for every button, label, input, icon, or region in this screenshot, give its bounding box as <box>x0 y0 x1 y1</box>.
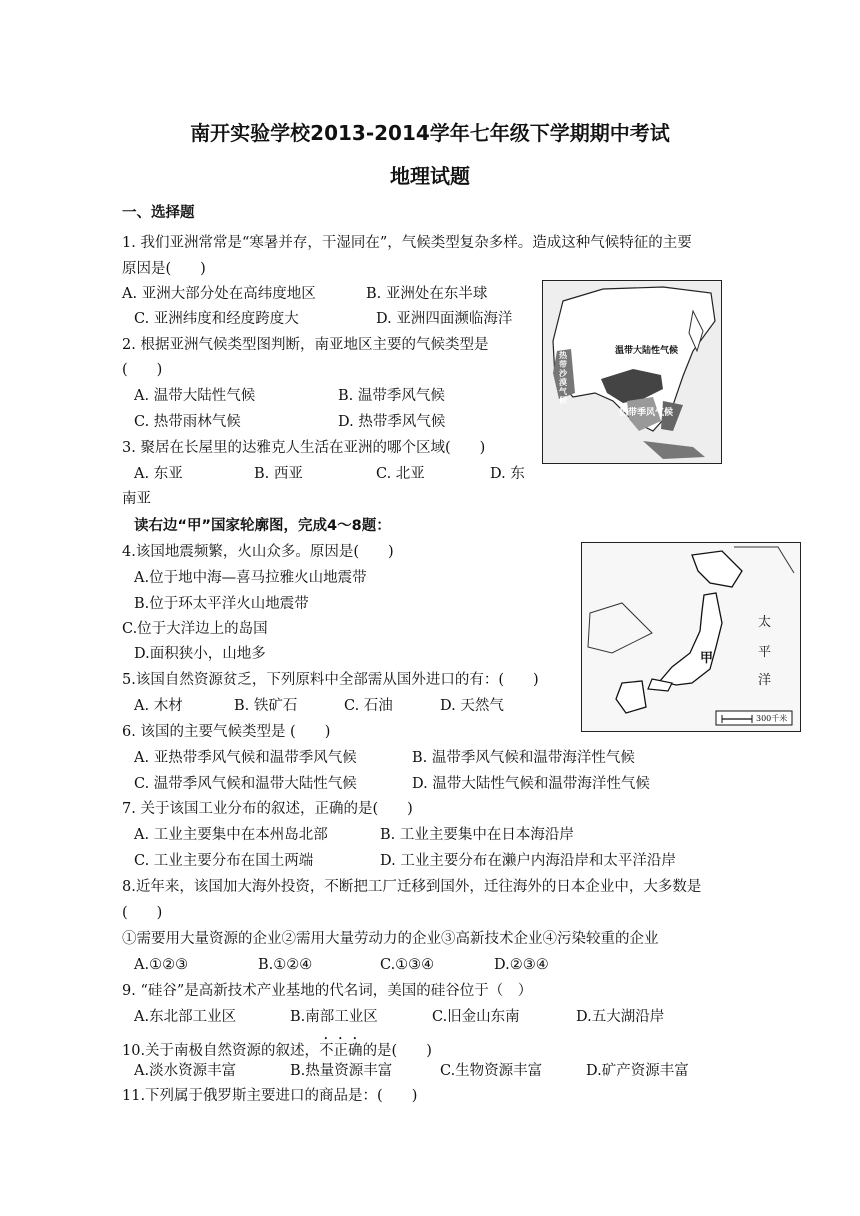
japan-map-ocean-1: 太 <box>758 615 772 630</box>
q7-option-d: D. 工业主要分布在濑户内海沿岸和太平洋沿岸 <box>380 853 676 869</box>
q1-option-d: D. 亚洲四面濒临海洋 <box>376 311 513 327</box>
q7-option-c: C. 工业主要分布在国土两端 <box>134 853 314 869</box>
japan-map-graphic <box>582 543 800 731</box>
q10-stem-post: 的是( ) <box>362 1043 432 1059</box>
japan-map-ocean-2: 平 <box>758 645 772 660</box>
section-heading: 一、选择题 <box>122 205 195 221</box>
q3-stem: 3. 聚居在长屋里的达雅克人生活在亚洲的哪个区域( ) <box>122 440 486 456</box>
q6-option-b: B. 温带季风气候和温带海洋性气候 <box>412 750 635 766</box>
q5-stem: 5.该国自然资源贫乏，下列原料中全部需从国外进口的有：( ) <box>122 672 539 688</box>
q9-option-c: C.旧金山东南 <box>432 1009 520 1025</box>
q9-option-b: B.南部工业区 <box>290 1009 378 1025</box>
q8-option-b: B.①②④ <box>258 957 313 973</box>
q9-option-d: D.五大湖沿岸 <box>576 1009 665 1025</box>
q6-option-d: D. 温带大陆性气候和温带海洋性气候 <box>412 776 650 792</box>
asia-map-label-tropical: 热带季风气候 <box>619 408 674 418</box>
q5-option-b: B. 铁矿石 <box>234 698 298 714</box>
q7-option-b: B. 工业主要集中在日本海沿岸 <box>380 827 574 843</box>
q8-option-c: C.①③④ <box>380 957 435 973</box>
exam-title: 南开实验学校2013-2014学年七年级下学期期中考试 <box>190 121 670 145</box>
q3-option-d: D. 东 <box>490 466 525 482</box>
q10-option-c: C.生物资源丰富 <box>440 1063 543 1079</box>
q8-stem-cont: ( ) <box>122 905 163 921</box>
q10-stem-pre: 10.关于南极自然资源的叙述， <box>122 1043 320 1059</box>
q2-option-d: D. 热带季风气候 <box>338 414 446 430</box>
exam-subtitle: 地理试题 <box>390 164 470 188</box>
q10-stem <box>122 1035 432 1061</box>
q1-option-c: C. 亚洲纬度和经度跨度大 <box>134 311 299 327</box>
q2-option-c: C. 热带雨林气候 <box>134 414 241 430</box>
asia-map-label-temperate: 温带大陆性气候 <box>615 346 679 356</box>
q2-option-b: B. 温带季风气候 <box>338 388 445 404</box>
japan-map-marker: 甲 <box>700 651 714 666</box>
q3-option-c: C. 北亚 <box>376 466 425 482</box>
q4-stem: 4.该国地震频繁，火山众多。原因是( ) <box>122 544 394 560</box>
q1-option-a: A. 亚洲大部分处在高纬度地区 <box>122 286 316 302</box>
q5-option-c: C. 石油 <box>344 698 393 714</box>
q1-stem: 1. 我们亚洲常常是“寒暑并存，干湿同在”，气候类型复杂多样。造成这种气候特征的主要 <box>122 235 692 251</box>
japan-outline-map <box>581 542 801 732</box>
q8-stem: 8.近年来，该国加大海外投资，不断把工厂迁移到国外，迁往海外的日本企业中，大多数是 <box>122 879 702 895</box>
asia-climate-map <box>542 280 722 464</box>
q10-stem-emphasis: 不正确 <box>319 1043 363 1059</box>
q6-option-c: C. 温带季风气候和温带大陆性气候 <box>134 776 357 792</box>
asia-map-graphic <box>543 281 721 463</box>
q4-option-c: C.位于大洋边上的岛国 <box>122 621 268 637</box>
q10-option-a: A.淡水资源丰富 <box>134 1063 237 1079</box>
q7-option-a: A. 工业主要集中在本州岛北部 <box>134 827 328 843</box>
q9-option-a: A.东北部工业区 <box>134 1009 237 1025</box>
q7-stem: 7. 关于该国工业分布的叙述，正确的是( ) <box>122 801 413 817</box>
q3-option-b: B. 西亚 <box>254 466 303 482</box>
japan-map-ocean-3: 洋 <box>758 673 772 688</box>
q6-stem: 6. 该国的主要气候类型是 ( ) <box>122 724 331 740</box>
q10-option-d: D.矿产资源丰富 <box>586 1063 689 1079</box>
q4-option-b: B.位于环太平洋火山地震带 <box>134 596 309 612</box>
q8-option-a: A.①②③ <box>134 957 189 973</box>
q4-option-d: D.面积狭小，山地多 <box>134 646 266 662</box>
q1-option-b: B. 亚洲处在东半球 <box>366 286 488 302</box>
q4-option-a: A.位于地中海—喜马拉雅火山地震带 <box>134 570 367 586</box>
q11-stem: 11.下列属于俄罗斯主要进口的商品是：( ) <box>122 1088 418 1104</box>
q2-stem-cont: ( ) <box>122 362 163 378</box>
q5-option-d: D. 天然气 <box>440 698 504 714</box>
q9-stem: 9. “硅谷”是高新技术产业基地的代名词，美国的硅谷位于（ ） <box>122 983 533 999</box>
q1-stem-cont: 原因是( ) <box>122 261 206 277</box>
q6-option-a: A. 亚热带季风气候和温带季风气候 <box>134 750 357 766</box>
q2-stem: 2. 根据亚洲气候类型图判断，南亚地区主要的气候类型是 <box>122 337 489 353</box>
q3-option-a: A. 东亚 <box>134 466 183 482</box>
asia-map-label-left: 热带沙漠气候 <box>559 350 567 405</box>
q8-choices-list: ①需要用大量资源的企业②需用大量劳动力的企业③高新技术企业④污染较重的企业 <box>122 931 659 947</box>
q8-option-d: D.②③④ <box>494 957 549 973</box>
q5-option-a: A. 木材 <box>134 698 183 714</box>
q10-option-b: B.热量资源丰富 <box>290 1063 393 1079</box>
q2-option-a: A. 温带大陆性气候 <box>134 388 256 404</box>
q3-option-d-cont: 南亚 <box>122 491 151 507</box>
read-instruction: 读右边“甲”国家轮廓图，完成4～8题： <box>134 518 391 534</box>
japan-map-scale: 300千米 <box>756 714 788 723</box>
